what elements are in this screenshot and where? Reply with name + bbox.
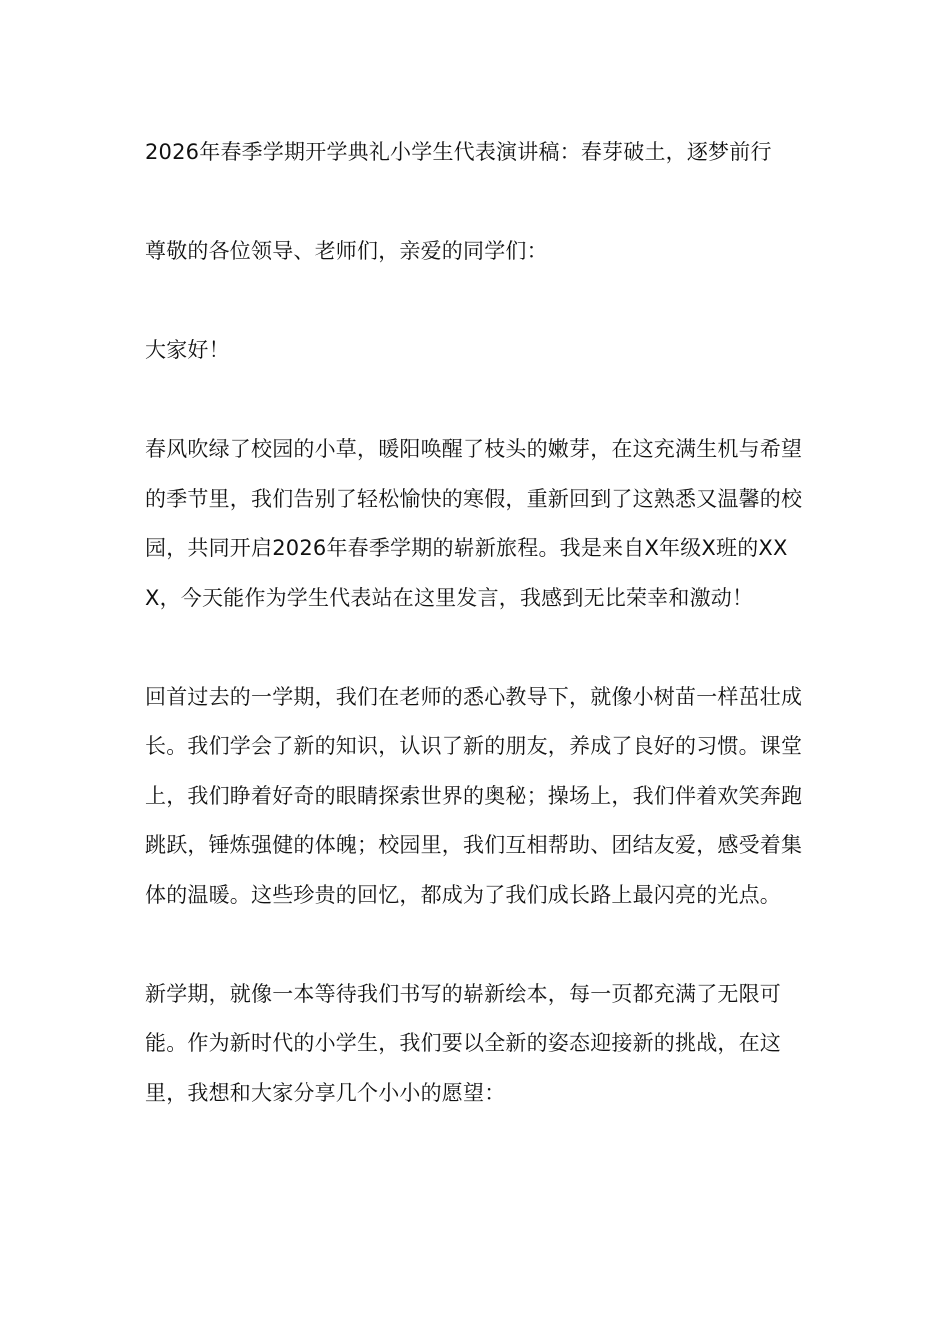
paragraph-opening: 春风吹绿了校园的小草，暖阳唤醒了枝头的嫩芽，在这充满生机与希望的季节里，我们告别了轻松愉快的寒假，重新回到了这熟悉又温馨的校园，共同开启2026年春季学期的崭新旅程。我是来自X年级X班的XXX，今天能作为学生代表站在这里发言，我感到无比荣幸和激动！ (145, 437, 803, 610)
salutation: 尊敬的各位领导、老师们，亲爱的同学们： (145, 239, 548, 263)
paragraph-review: 回首过去的一学期，我们在老师的悉心教导下，就像小树苗一样茁壮成长。我们学会了新的知识，认识了新的朋友，养成了良好的习惯。课堂上，我们睁着好奇的眼睛探索世界的奥秘；操场上，我们伴着欢笑奔跑跳跃，锤炼强健的体魄；校园里，我们互相帮助、团结友爱，感受着集体的温暖。这些珍贵的回忆，都成为了我们成长路上最闪亮的光点。 (145, 684, 803, 907)
document-body (145, 128, 809, 1168)
speech-title: 2026年春季学期开学典礼小学生代表演讲稿：春芽破土，逐梦前行 (145, 140, 772, 164)
greeting: 大家好！ (145, 338, 230, 362)
paragraph-new-semester: 新学期，就像一本等待我们书写的崭新绘本，每一页都充满了无限可能。作为新时代的小学生，我们要以全新的姿态迎接新的挑战，在这里，我想和大家分享几个小小的愿望： (145, 981, 781, 1105)
